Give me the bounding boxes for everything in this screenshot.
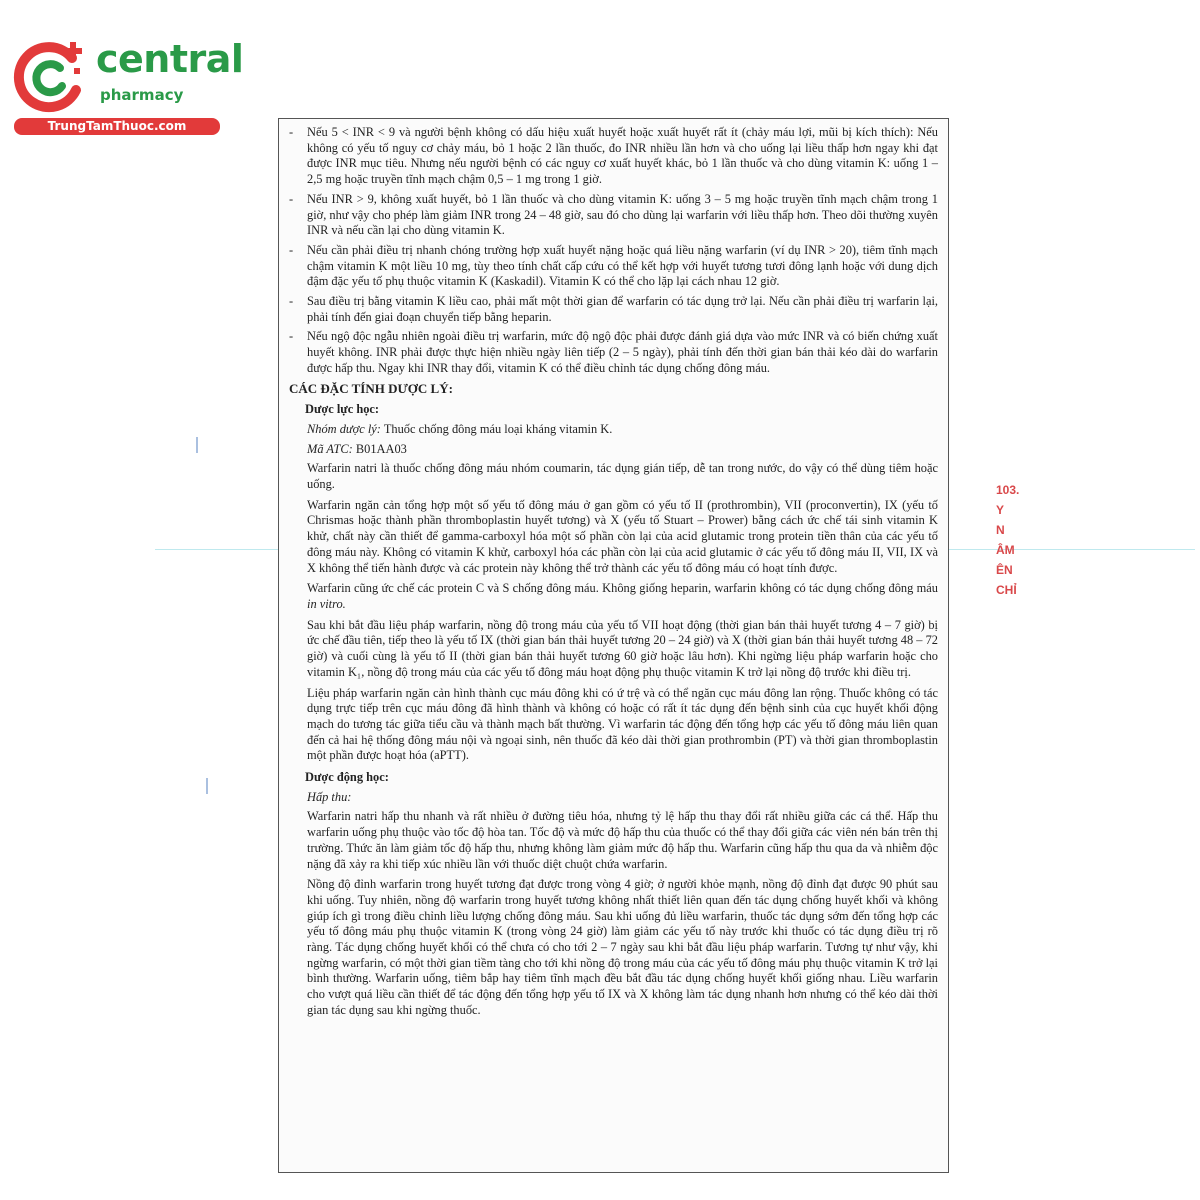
bullet-text: Nếu ngộ độc ngẫu nhiên ngoài điều trị warfarin, mức độ ngộ độc phải được đánh giá dựa vào mức INR và có biến chứng xuất huyết không. INR phải được thực hiện nhiều ngày liên tiếp (2 – 5 ngày), phải tính đến thời gian bán thải kéo dài do warfarin được hấp thu. Ngay khi INR thay đổi, vitamin K có thể điều chỉnh tác dụng chống đông máu. xyxy=(307,329,938,375)
brand-name: central xyxy=(96,37,244,81)
drug-group-label: Nhóm dược lý: xyxy=(307,421,381,436)
stamp-text: 103. xyxy=(996,483,1020,497)
stamp-text: Y xyxy=(996,503,1005,517)
section-heading: CÁC ĐẶC TÍNH DƯỢC LÝ: xyxy=(289,380,453,396)
drug-group-value: Thuốc chống đông máu loại kháng vitamin K. xyxy=(383,421,613,436)
bullet-dash: - xyxy=(289,125,294,139)
overdose-bullet xyxy=(289,192,938,239)
scan-mark xyxy=(206,778,208,794)
brand-website-link[interactable]: TrungTamThuoc.com xyxy=(14,118,220,135)
drug-group xyxy=(307,422,938,438)
subsection-heading-pharmacodynamics: Dược lực học: xyxy=(305,402,380,417)
bullet-text: Nếu 5 < INR < 9 và người bệnh không có dấu hiệu xuất huyết hoặc xuất huyết rất ít (chảy máu lợi, mũi bị kích thích): Nếu không có yếu tố nguy cơ chảy máu, bỏ 1 hoặc 2 lần thuốc, đo INR nhiều lần hơn và cho uống lại liều thấp hơn ngay khi đạt được INR mục tiêu. Nhưng nếu người bệnh có các nguy cơ xuất huyết khác, bỏ 1 lần thuốc và cho dùng vitamin K: uống 1 – 2,5 mg hoặc truyền tĩnh mạch chậm 0,5 – 1 mg trong 1 giờ. xyxy=(307,125,938,187)
bullet-dash: - xyxy=(289,329,294,344)
paragraph: Liệu pháp warfarin ngăn cản hình thành cục máu đông khi có ứ trệ và có thể ngăn cục máu đông lan rộng. Thuốc không có tác dụng trực tiếp trên cục máu đông đã hình thành và không có hoặc có rất ít tác dụng đến bệnh sinh của cục huyết khối động mạch do tương tác giữa tiểu cầu và thành mạch bất thường. Vì warfarin tác động đến tổng hợp các yếu tố đông máu liên quan đến cả hai hệ thống đông máu nội và ngoại sinh, nên thuốc đã kéo dài thời gian prothrombin (PT) và thời gian thromboplastin một phần được hoạt hóa (aPTT). xyxy=(307,685,938,763)
document-page xyxy=(278,118,949,1173)
paragraph-text: Warfarin cũng ức chế các protein C và S chống đông máu. Không giống heparin, warfarin không có tác dụng chống đông máu xyxy=(307,581,938,596)
red-stamp-fragment xyxy=(996,480,1026,630)
bullet-dash: - xyxy=(289,294,294,309)
subsection-heading-pharmacokinetics: Dược động học: xyxy=(305,770,389,785)
brand-subtitle: pharmacy xyxy=(100,86,184,104)
bullet-text: Nếu INR > 9, không xuất huyết, bỏ 1 lần thuốc và cho dùng vitamin K: uống 3 – 5 mg hoặc truyền tĩnh mạch chậm trong 1 giờ, như vậy cho phép làm giảm INR trong 24 – 48 giờ, sau đó cho dùng lại warfarin với liều thấp hơn. Theo dõi thường xuyên INR và nếu cần lại cho dùng vitamin K. xyxy=(307,191,938,238)
bullet-dash: - xyxy=(289,191,294,206)
stamp-text: CHỈ xyxy=(996,583,1017,597)
atc-label: Mã ATC: xyxy=(307,441,353,456)
brand-logo[interactable] xyxy=(10,36,244,136)
atc-code xyxy=(307,442,938,458)
paragraph: Sau khi bắt đầu liệu pháp warfarin, nồng độ trong máu của yếu tố VII hoạt động (thời gian bán thải huyết tương 4 – 7 giờ) bị ức chế đầu tiên, tiếp theo là yếu tố IX (thời gian bán thải huyết tương 20 – 24 giờ) và X (thời gian bán thải huyết tương 48 – 72 giờ) và cuối cùng là yếu tố II (thời gian bán thải huyết tương 60 giờ hoặc lâu hơn). Khi ngừng liệu pháp warfarin hoặc cho vitamin K₁, nồng độ trong máu của các yếu tố đông máu hoạt động phụ thuộc vitamin K trở lại nồng độ trước khi điều trị. xyxy=(307,617,938,679)
paragraph: Nồng độ đỉnh warfarin trong huyết tương đạt được trong vòng 4 giờ; ở người khỏe mạnh, nồng độ đỉnh đạt được 90 phút sau khi uống. Tuy nhiên, nồng độ warfarin trong huyết tương không nhất thiết liên quan đến tác dụng chống huyết khối và không giúp ích gì trong điều chỉnh liều lượng chống đông máu. Sau khi uống đủ liều warfarin, thuốc tác dụng sớm đến tổng hợp các yếu tố đông máu phụ thuộc vitamin K (trong vòng 24 giờ) làm giảm các yếu tố này trước khi thuốc có tác dụng điều trị rõ ràng. Tác dụng chống huyết khối có thể chưa có cho tới 2 – 7 ngày sau khi bắt đầu liệu pháp warfarin. Tương tự như vậy, khi ngừng warfarin, có một thời gian tiềm tàng cho tới khi nồng độ trong máu của các yếu tố đông máu phụ thuộc vitamin K trở lại bình thường. Warfarin uống, tiêm bắp hay tiêm tĩnh mạch đều bắt đầu tác dụng chống huyết khối giống nhau. Liều warfarin cho vượt quá liều cần thiết để tác động đến tổng hợp yếu tố IX và X không làm tác dụng nhanh hơn nhưng có thể kéo dài thời gian tác dụng sau khi ngừng thuốc. xyxy=(307,877,938,1017)
stamp-text: N xyxy=(996,523,1005,537)
absorption-label: Hấp thu: xyxy=(307,789,352,804)
paragraph: Warfarin natri là thuốc chống đông máu nhóm coumarin, tác dụng gián tiếp, dễ tan trong nước, do vậy có thể dùng tiêm hoặc uống. xyxy=(307,461,938,492)
scan-mark xyxy=(196,437,198,453)
in-vitro-term: in vitro. xyxy=(307,596,346,611)
stamp-text: ÂM xyxy=(996,543,1015,557)
paragraph: Warfarin natri hấp thu nhanh và rất nhiều ở đường tiêu hóa, nhưng tỷ lệ hấp thu thay đổi rất nhiều giữa các cá thể. Hấp thu warfarin uống phụ thuộc vào tốc độ hòa tan. Tốc độ và mức độ hấp thu của thuốc có thể thay đổi giữa các viên nén bán trên thị trường. Thức ăn làm giảm tốc độ hấp thu, nhưng không làm giảm mức độ hấp thu. Warfarin cũng hấp thu qua da và nhiễm độc nặng đã xảy ra khi tiếp xúc nhiều lần với thuốc diệt chuột chứa warfarin. xyxy=(307,809,938,871)
overdose-bullet xyxy=(289,243,938,290)
overdose-bullet xyxy=(289,294,938,325)
paragraph: Warfarin ngăn cản tổng hợp một số yếu tố đông máu ở gan gồm có yếu tố II (prothrombin), VII (proconvertin), IX (yếu tố Chrismas hoặc thành phần thromboplastin huyết tương) và X (yếu tố Stuart – Prower) bằng cách ức chế tái sinh vitamin K khử, chất này cần thiết để gamma-carboxyl hóa một số phần còn lại của acid glutamic trong protein tiền thân của các yếu tố đông máu này. Không có vitamin K khử, carboxyl hóa các phần còn lại của acid glutamic ở các yếu tố đông máu II, VII, IX và X không thể tiến hành được và các protein này không thể trở thành các yếu tố đông máu có hoạt tính được. xyxy=(307,497,938,575)
overdose-bullet xyxy=(289,329,938,376)
central-pharmacy-logo-icon xyxy=(10,38,90,118)
atc-value: B01AA03 xyxy=(355,441,407,456)
overdose-bullet xyxy=(289,125,938,188)
paragraph-in-vitro xyxy=(307,581,938,612)
bullet-text: Sau điều trị bằng vitamin K liều cao, phải mất một thời gian để warfarin có tác dụng trở lại. Nếu cần phải điều trị warfarin lại, phải tính đến giai đoạn chuyển tiếp bằng heparin. xyxy=(307,294,938,324)
stamp-text: ÊN xyxy=(996,563,1013,577)
bullet-text: Nếu cần phải điều trị nhanh chóng trường hợp xuất huyết nặng hoặc quá liều nặng warfarin (ví dụ INR > 20), tiêm tĩnh mạch chậm vitamin K một liều 10 mg, tùy theo tính chất cấp cứu có thể kết hợp với huyết tương tươi đông lạnh hoặc với dung dịch đậm đặc yếu tố phụ thuộc vitamin K (Kaskadil). Vitamin K có thể cho lặp lại cách nhau 12 giờ. xyxy=(307,242,938,289)
bullet-dash: - xyxy=(289,242,294,257)
